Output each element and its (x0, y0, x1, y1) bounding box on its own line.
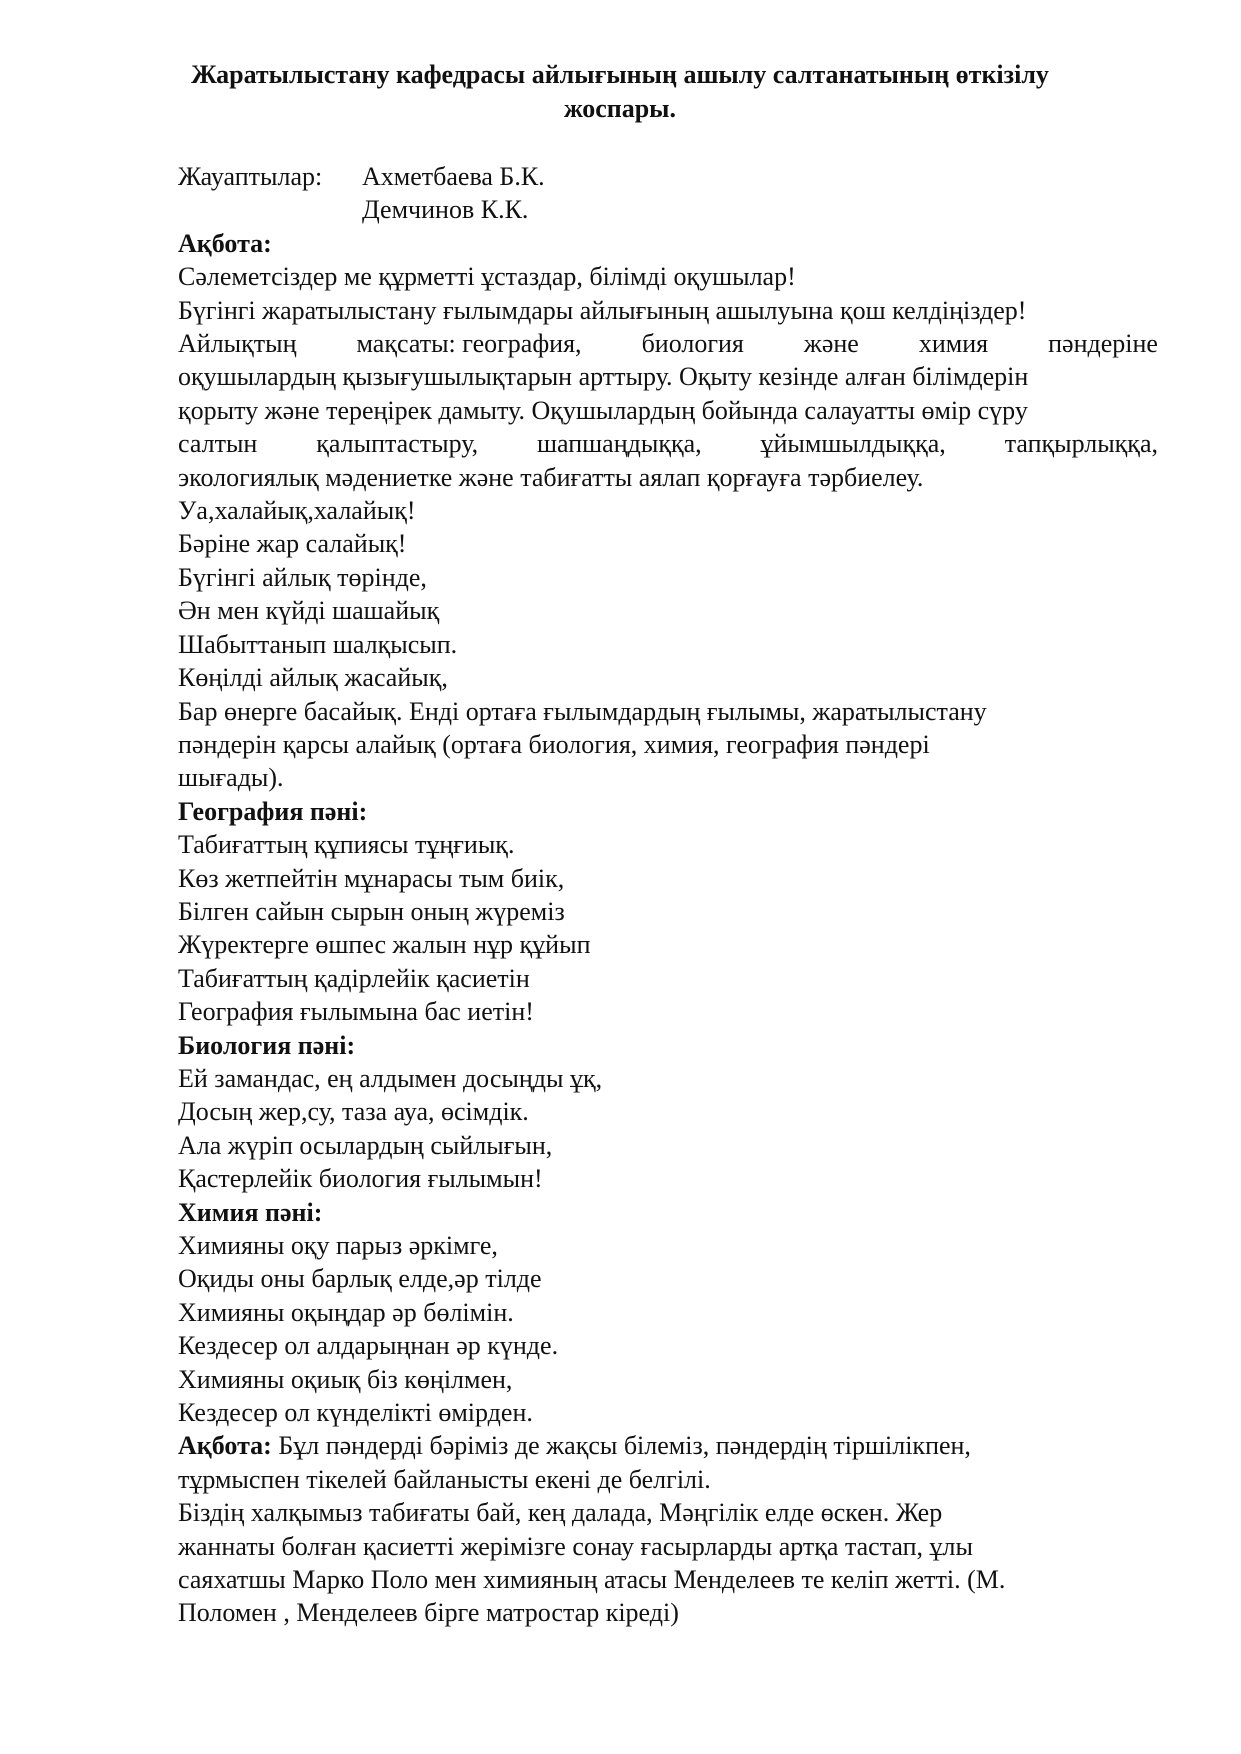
responsible-person-2: Демчинов К.К. (362, 195, 529, 225)
poem-line: Ән мен күйді шашайық (178, 596, 440, 626)
document-body (178, 160, 1158, 1630)
closing-line-1 (178, 1429, 1158, 1462)
closing-speaker: Ақбота: (178, 1431, 272, 1461)
closing-line: жаннаты болған қасиетті жерімізге сонау ғасырларды артқа тастап, ұлы (178, 1531, 973, 1561)
chemistry-heading: Химия пәні: (178, 1197, 323, 1227)
biology-line: Ала жүріп осылардың сыйлығын, (178, 1130, 553, 1160)
goal-word: Айлықтың (178, 329, 297, 359)
poem-line: Бүгінгі айлық төрінде, (178, 562, 427, 592)
closing-line: Поломен , Менделеев бірге матростар кіреді) (178, 1598, 679, 1628)
goal-word: және (803, 329, 859, 359)
goal-line-2: оқушылардың қызығушылықтарын арттыру. Оқыту кезінде алған білімдерін (178, 362, 1029, 392)
biology-line: Досың жер,су, таза ауа, өсімдік. (178, 1097, 529, 1127)
biology-heading: Биология пәні: (178, 1030, 356, 1060)
goal-word: биология (641, 329, 744, 359)
closing-line: Біздің халқымыз табиғаты бай, кең далада, Мәңгілік елде өскен. Жер (178, 1498, 943, 1528)
chemistry-line: Кездесер ол күнделікті өмірден. (178, 1398, 533, 1428)
biology-line: Қастерлейік биология ғылымын! (178, 1164, 543, 1194)
greeting-line: Сәлеметсіздер ме құрметті ұстаздар, білімді оқушылар! (178, 262, 796, 292)
closing-line: саяхатшы Марко Поло мен химияның атасы Менделеев те келіп жетті. (М. (178, 1565, 1006, 1595)
chemistry-line: Химияны оқыңдар әр бөлімін. (178, 1297, 514, 1327)
chemistry-line: Химияны оқиық біз көңілмен, (178, 1364, 513, 1394)
chemistry-line: Кездесер ол алдарыңнан әр күнде. (178, 1331, 559, 1361)
goal-word: қалыптастыру, (316, 429, 479, 459)
goal-word: пәндеріне (1048, 329, 1158, 359)
invite-line: шығады). (178, 763, 284, 793)
document-title (160, 58, 1080, 126)
poem-line: Шабыттанып шалқысып. (178, 629, 458, 659)
invite-line: Бар өнерге басайық. Енді ортаға ғылымдардың ғылымы, жаратылыстану (178, 696, 987, 726)
geography-line: Көз жетпейтін мұнарасы тым биік, (178, 863, 565, 893)
goal-word: мақсаты: география, (356, 329, 582, 359)
responsible-row (178, 160, 1158, 193)
geography-line: Білген сайын сырын оның жүреміз (178, 896, 565, 926)
title-line-2: жоспары. (564, 94, 676, 123)
closing-line: тұрмыспен тікелей байланысты екені де белгілі. (178, 1464, 711, 1494)
responsible-label: Жауаптылар: (178, 162, 323, 191)
poem-line: Бәріне жар салайық! (178, 529, 407, 559)
goal-line-5: экологиялық мәдениетке және табиғатты аялап қорғауға тәрбиелеу. (178, 462, 924, 492)
chemistry-line: Химияны оқу парыз әркімге, (178, 1231, 498, 1260)
poem-line: Көңілді айлық жасайық, (178, 663, 448, 693)
goal-word: химия (918, 329, 989, 359)
welcome-line: Бүгінгі жаратылыстану ғылымдары айлығының ашылуына қош келдіңіздер! (178, 295, 1027, 325)
poem-line: Уа,халайық,халайық! (178, 496, 416, 526)
invite-line: пәндерін қарсы алайық (ортаға биология, химия, география пәндері (178, 729, 930, 759)
biology-line: Ей замандас, ең алдымен досыңды ұқ, (178, 1063, 603, 1093)
geography-line: География ғылымына бас иетін! (178, 997, 534, 1027)
goal-word: ұйымшылдыққа, (760, 429, 946, 459)
goal-line-4 (178, 427, 1158, 460)
geography-line: Табиғаттың қадірлейік қасиетін (178, 963, 530, 993)
responsible-person-1: Ахметбаева Б.К. (362, 162, 545, 191)
geography-heading: География пәні: (178, 796, 368, 826)
geography-line: Табиғаттың құпиясы тұңғиық. (178, 830, 515, 860)
speaker-heading: Ақбота: (178, 228, 272, 258)
closing-text: Бұл пәндерді бәріміз де жақсы білеміз, пәндердің тіршілікпен, (278, 1431, 971, 1461)
goal-line-1 (178, 327, 1158, 360)
title-line-1: Жаратылыстану кафедрасы айлығының ашылу салтанатының өткізілу (191, 60, 1049, 89)
chemistry-line: Оқиды оны барлық елде,әр тілде (178, 1264, 542, 1294)
goal-line-3: қорыту және тереңірек дамыту. Оқушылардың бойында салауатты өмір сүру (178, 395, 1028, 425)
geography-line: Жүректерге өшпес жалын нұр құйып (178, 930, 591, 960)
goal-word: шапшаңдыққа, (537, 429, 702, 459)
goal-word: салтын (178, 429, 258, 459)
goal-word: тапқырлыққа, (1004, 429, 1158, 459)
